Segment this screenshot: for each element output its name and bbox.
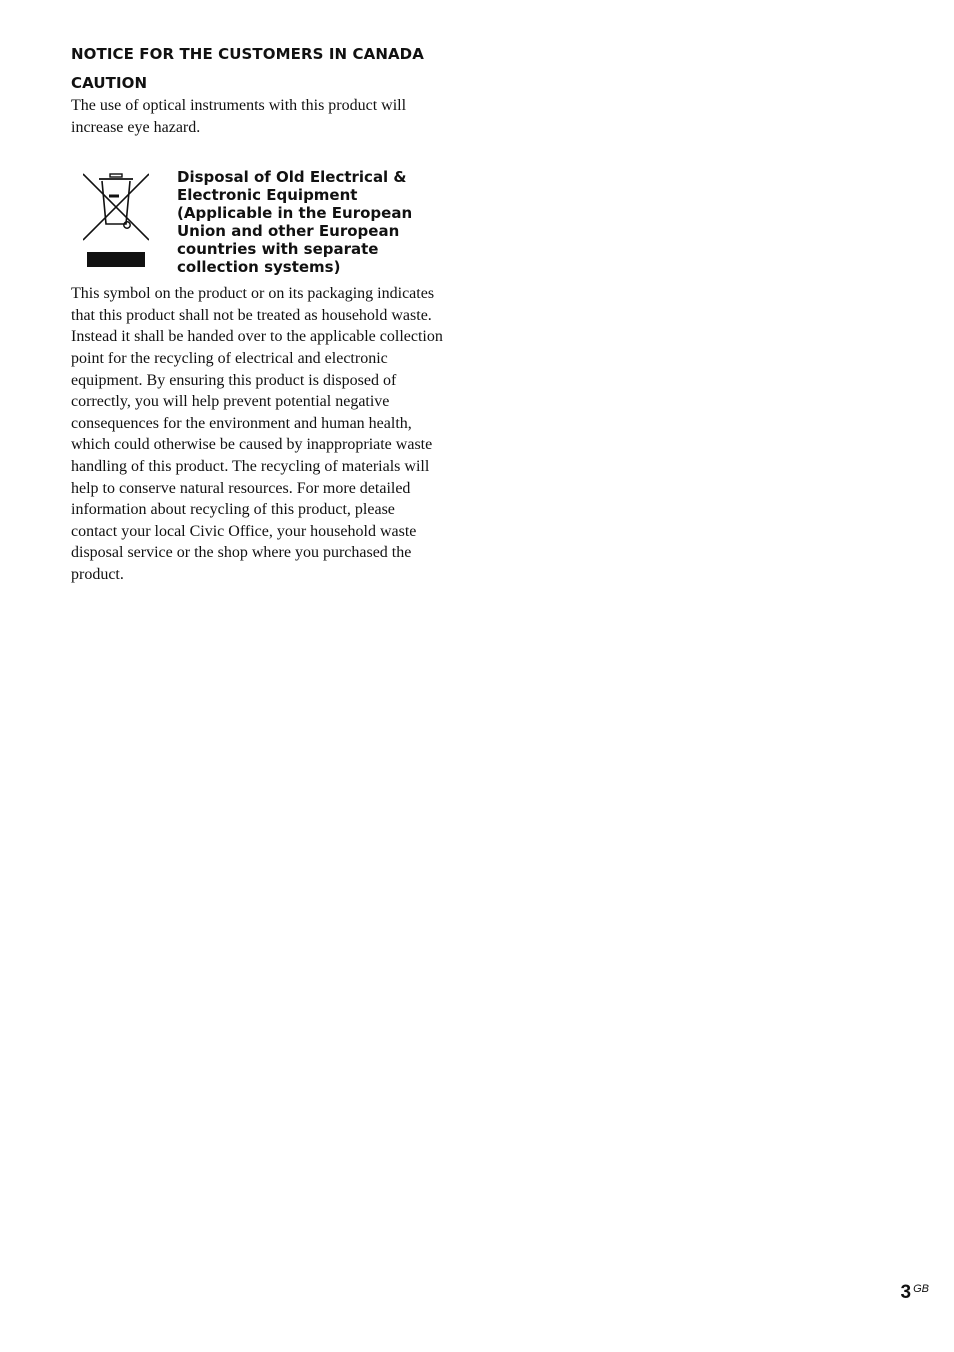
- page-number-suffix: GB: [913, 1282, 929, 1295]
- notice-heading: NOTICE FOR THE CUSTOMERS IN CANADA: [71, 45, 424, 63]
- caution-text: The use of optical instruments with this product will increase eye hazard.: [71, 97, 407, 136]
- disposal-heading: Disposal of Old Electrical & Electronic Equipment (Applicable in the European Union and other European countries with separate collection systems): [177, 168, 413, 277]
- disposal-text: This symbol on the product or on its packaging indicates that this product shall not be treated as household waste. Instead it shall be handed over to the applicable collection point for the recycling of electrical and electronic equipment. By ensuring this product is disposed of correctly, you will help prevent potential negative consequences for the environment and human health, which could otherwise be caused by inappropriate waste handling of this product. The recycling of materials will help to conserve natural resources. For more detailed information about recycling of this product, please contact your local Civic Office, your household waste disposal service or the shop where you purchased the product.: [71, 285, 443, 583]
- page-number: [901, 1282, 929, 1304]
- caution-heading: CAUTION: [71, 74, 148, 92]
- page-number-value: 3: [900, 1282, 912, 1303]
- disposal-section: [71, 168, 443, 280]
- left-column: [71, 44, 443, 586]
- crossed-out-wheelie-bin-icon: [83, 172, 149, 268]
